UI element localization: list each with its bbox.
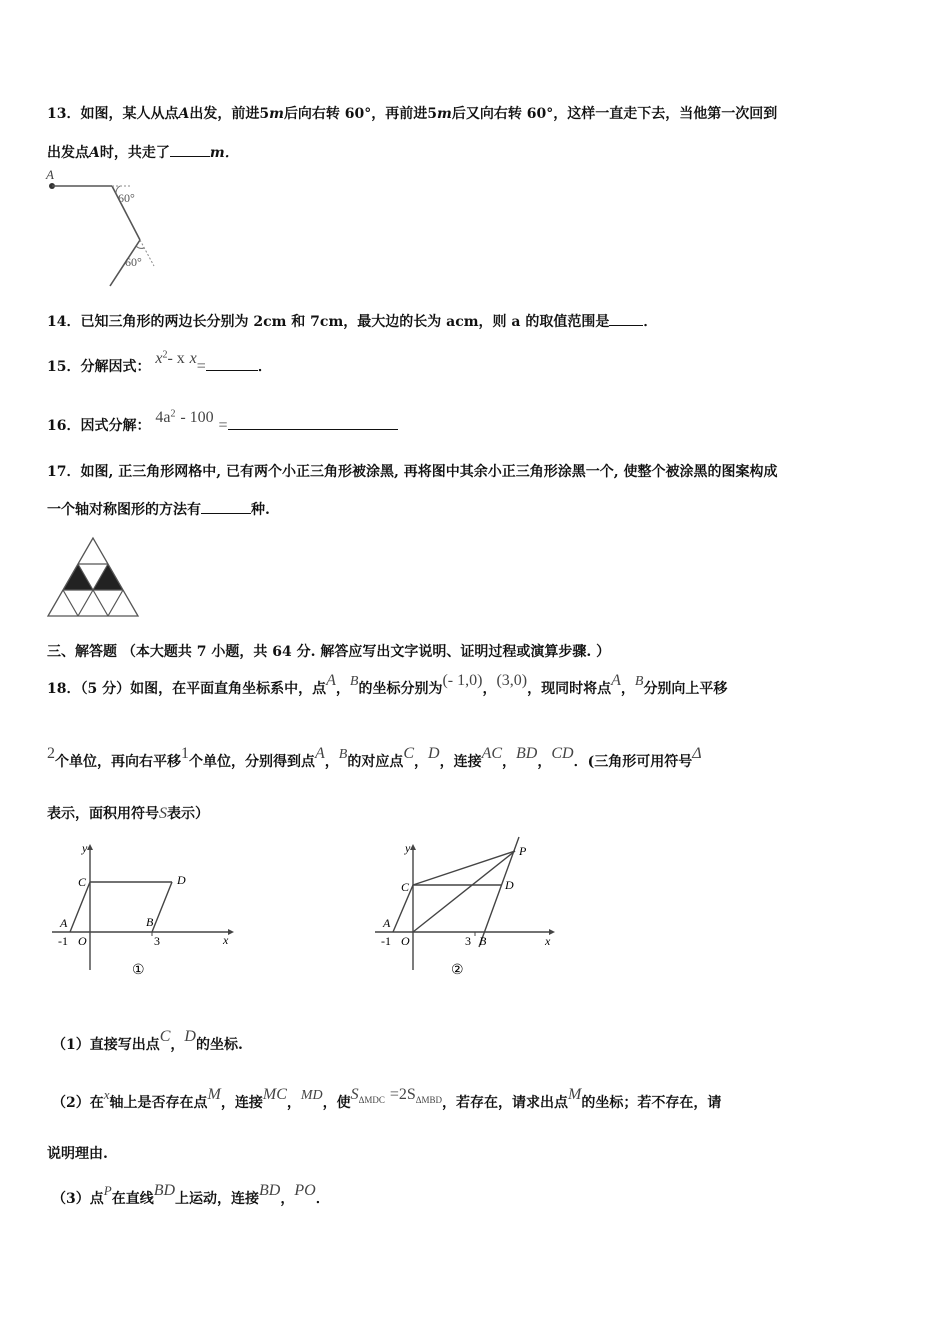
fig2-origin: O: [401, 934, 410, 948]
fig1-tick-3: 3: [154, 934, 160, 948]
fig2-x-label: x: [545, 934, 551, 948]
fig2-label-p: P: [519, 844, 527, 858]
q18-line1: 18．（5 分）如图，在平面直角坐标系中，点A，B的坐标分别为(- 1,0)，(3,0)，现同时将点A，B分别向上平移: [47, 672, 728, 697]
q13-line1: 13．如图，某人从点A出发，前进5m后向右转 60°，再前进5m后又向右转 60°，这样一直走下去，当他第一次回到: [47, 106, 778, 122]
fig1-origin: O: [78, 934, 87, 948]
section3-heading: 三、解答题 （本大题共 7 小题，共 64 分. 解答应写出文字说明、证明过程或演算步骤. ）: [47, 644, 611, 660]
q18-sub2: （2）在x轴上是否存在点M，连接MC，MD，使$S_{\Delta MDC} =2S_{\Delta MBD}$，若存在，请求出点M的坐标；若不存在，请: [52, 1086, 722, 1111]
q14-line: 14．已知三角形的两边长分别为 2cm 和 7cm，最大边的长为 acm，则 a 的取值范围是 ．: [47, 314, 658, 330]
answer-blank: [228, 417, 398, 430]
answer-blank: [609, 313, 643, 326]
q17-line2: 一个轴对称图形的方法有 种.: [47, 502, 270, 518]
fig2-caption: ②: [451, 963, 464, 978]
q13-figure: [40, 168, 170, 290]
fig1-label-b: B: [146, 915, 154, 929]
q18-figure-1: [50, 842, 240, 977]
fig2-label-a: A: [383, 916, 391, 930]
q13-angle-2: 60°: [125, 255, 142, 269]
fig1-label-a: A: [60, 916, 68, 930]
fig2-label-c: C: [401, 880, 410, 894]
q13-line2: 出发点A时，共走了 m．: [47, 145, 239, 161]
q18-sub2-line2: 说明理由.: [47, 1146, 108, 1162]
q17-line1: 17．如图, 正三角形网格中, 已有两个小正三角形被涂黑, 再将图中其余小正三角形涂黑一个, 使整个被涂黑的图案构成: [47, 464, 778, 480]
fig2-tick-3: 3: [465, 934, 471, 948]
q16-line: 16．因式分解： $4a^2 - 100$ =: [47, 415, 398, 435]
fig2-label-d: D: [505, 878, 514, 892]
q18-sub1: （1）直接写出点C，D的坐标.: [52, 1028, 243, 1053]
answer-blank: [201, 501, 251, 514]
answer-blank: [170, 144, 210, 157]
fig1-label-d: D: [177, 873, 186, 887]
fig1-tick-neg1: -1: [58, 934, 68, 948]
q15-line: 15．分解因式： $x^2-$ x x= ．: [47, 349, 272, 375]
q13-angle-1: 60°: [118, 191, 135, 205]
fig1-label-c: C: [78, 875, 87, 889]
q18-figure-2: [373, 835, 563, 977]
q17-triangle-grid: [47, 537, 139, 617]
q13-label-a: A: [46, 167, 54, 182]
fig1-y-label: y: [82, 841, 88, 855]
fig1-x-label: x: [223, 933, 229, 947]
q18-line3: 表示，面积用符号S表示）: [47, 805, 209, 822]
q18-line2: 2个单位，再向右平移1个单位，分别得到点A，B的对应点C，D，连接AC，BD，CD．(三角形可用符号Δ: [47, 745, 702, 770]
fig1-caption: ①: [132, 963, 145, 978]
q18-sub3: （3）点P在直线BD上运动，连接BD，PO．: [52, 1182, 330, 1207]
fig2-y-label: y: [405, 841, 411, 855]
answer-blank: [206, 358, 258, 371]
fig2-tick-neg1: -1: [381, 934, 391, 948]
fig2-label-b: B: [479, 934, 487, 948]
